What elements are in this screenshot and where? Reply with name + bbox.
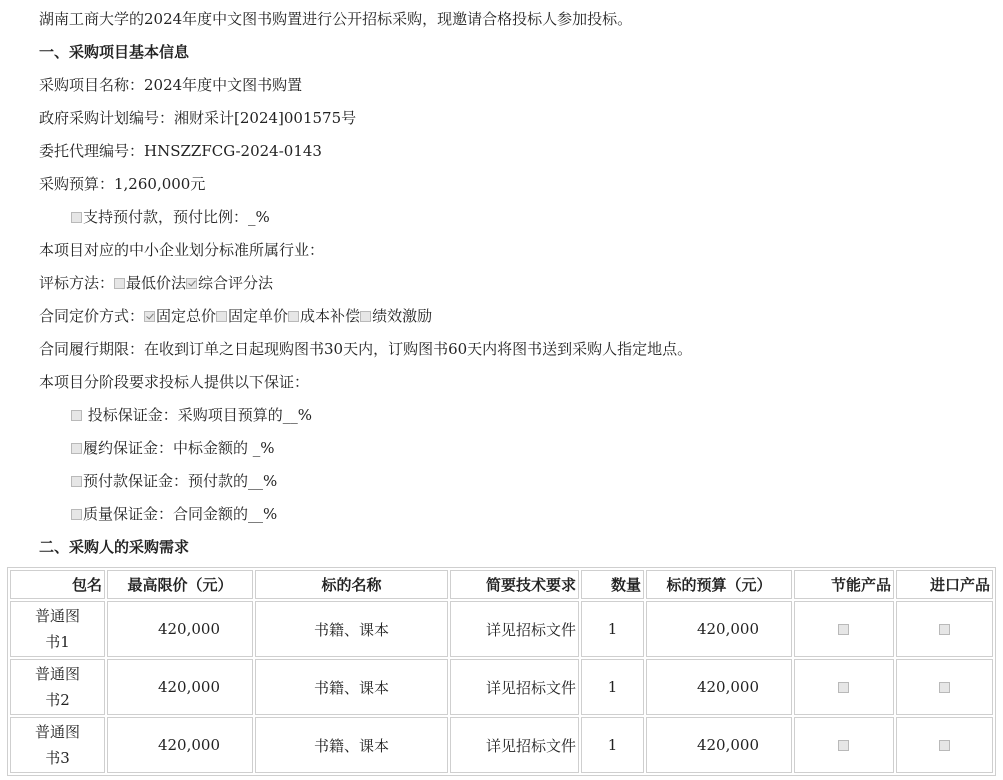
guarantee-prepayment (71, 470, 277, 492)
cell-imported (896, 601, 993, 657)
contract-period: 合同履行期限：在收到订单之日起现购图书30天内，订购图书60天内将图书送到采购人指定地点。 (39, 340, 693, 358)
guarantee-bid (71, 404, 312, 426)
pricing-option-label: 固定总价 (156, 307, 217, 325)
agency-number: 委托代理编号：HNSZZFCG-2024-0143 (39, 142, 322, 160)
guarantee-label: 投标保证金：采购项目预算的__% (83, 406, 313, 424)
prepay-checkbox[interactable] (71, 212, 82, 223)
cell-energy-saving (794, 717, 894, 773)
cell-energy-saving (794, 601, 894, 657)
energy-saving-checkbox[interactable] (838, 740, 849, 751)
guarantee-performance (71, 437, 275, 459)
package-line1: 普通图 (34, 607, 80, 625)
cell-tech-requirements: 详见招标文件 (450, 717, 579, 773)
cell-item-budget: 420,000 (646, 717, 792, 773)
cell-quantity: 1 (581, 659, 644, 715)
cell-package (10, 717, 105, 773)
header-item-name: 标的名称 (255, 570, 448, 599)
pricing-method (39, 305, 432, 327)
package-line1: 普通图 (34, 723, 80, 741)
cell-energy-saving (794, 659, 894, 715)
header-imported: 进口产品 (896, 570, 993, 599)
imported-checkbox[interactable] (939, 624, 950, 635)
guarantee-label: 质量保证金：合同金额的__% (83, 505, 278, 523)
project-name: 采购项目名称：2024年度中文图书购置 (39, 76, 303, 94)
pricing-label: 合同定价方式： (39, 307, 145, 325)
imported-checkbox[interactable] (939, 682, 950, 693)
guarantee-quality (71, 503, 277, 525)
budget: 采购预算：1,260,000元 (39, 175, 206, 193)
plan-number: 政府采购计划编号：湘财采计[2024]001575号 (39, 109, 357, 127)
guarantee-checkbox[interactable] (71, 476, 82, 487)
header-item-budget: 标的预算（元） (646, 570, 792, 599)
evaluation-option-checkbox[interactable] (186, 278, 197, 289)
pricing-option-label: 绩效激励 (372, 307, 433, 325)
table-row (10, 601, 993, 657)
table-header-row (10, 570, 993, 599)
guarantee-label: 履约保证金：中标金额的 _% (83, 439, 275, 457)
cell-imported (896, 717, 993, 773)
pricing-option-checkbox[interactable] (144, 311, 155, 322)
header-tech-requirements: 简要技术要求 (450, 570, 579, 599)
cell-max-price: 420,000 (107, 717, 253, 773)
table-row (10, 659, 993, 715)
evaluation-method (39, 272, 273, 294)
cell-imported (896, 659, 993, 715)
evaluation-label: 评标方法： (39, 274, 115, 292)
sme-industry: 本项目对应的中小企业划分标准所属行业： (39, 241, 325, 259)
cell-item-name: 书籍、课本 (255, 659, 448, 715)
pricing-option-checkbox[interactable] (288, 311, 299, 322)
evaluation-option-checkbox[interactable] (114, 278, 125, 289)
cell-package (10, 601, 105, 657)
guarantee-checkbox[interactable] (71, 410, 82, 421)
pricing-option-checkbox[interactable] (216, 311, 227, 322)
header-energy-saving: 节能产品 (794, 570, 894, 599)
cell-quantity: 1 (581, 717, 644, 773)
imported-checkbox[interactable] (939, 740, 950, 751)
guarantee-intro: 本项目分阶段要求投标人提供以下保证： (39, 373, 310, 391)
guarantee-checkbox[interactable] (71, 443, 82, 454)
cell-item-name: 书籍、课本 (255, 717, 448, 773)
cell-max-price: 420,000 (107, 659, 253, 715)
header-package: 包名 (10, 570, 105, 599)
table-row (10, 717, 993, 773)
cell-max-price: 420,000 (107, 601, 253, 657)
prepay-option (71, 206, 270, 228)
cell-tech-requirements: 详见招标文件 (450, 659, 579, 715)
cell-package (10, 659, 105, 715)
requirements-table (7, 567, 996, 776)
guarantee-checkbox[interactable] (71, 509, 82, 520)
energy-saving-checkbox[interactable] (838, 624, 849, 635)
package-line1: 普通图 (34, 665, 80, 683)
package-line2: 书1 (45, 633, 70, 651)
package-line2: 书3 (45, 749, 70, 767)
header-max-price: 最高限价（元） (107, 570, 253, 599)
cell-quantity: 1 (581, 601, 644, 657)
cell-tech-requirements: 详见招标文件 (450, 601, 579, 657)
pricing-option-label: 成本补偿 (300, 307, 361, 325)
intro-text: 湖南工商大学的2024年度中文图书购置进行公开招标采购，现邀请合格投标人参加投标。 (39, 10, 633, 28)
cell-item-name: 书籍、课本 (255, 601, 448, 657)
cell-item-budget: 420,000 (646, 659, 792, 715)
energy-saving-checkbox[interactable] (838, 682, 849, 693)
guarantee-label: 预付款保证金：预付款的__% (83, 472, 278, 490)
pricing-option-checkbox[interactable] (360, 311, 371, 322)
evaluation-option-label: 综合评分法 (198, 274, 274, 292)
cell-item-budget: 420,000 (646, 601, 792, 657)
section1-heading: 一、采购项目基本信息 (39, 43, 190, 61)
pricing-option-label: 固定单价 (228, 307, 289, 325)
header-quantity: 数量 (581, 570, 644, 599)
evaluation-option-label: 最低价法 (126, 274, 187, 292)
package-line2: 书2 (45, 691, 70, 709)
section2-heading: 二、采购人的采购需求 (39, 538, 190, 556)
prepay-label: 支持预付款，预付比例：_% (83, 208, 270, 226)
